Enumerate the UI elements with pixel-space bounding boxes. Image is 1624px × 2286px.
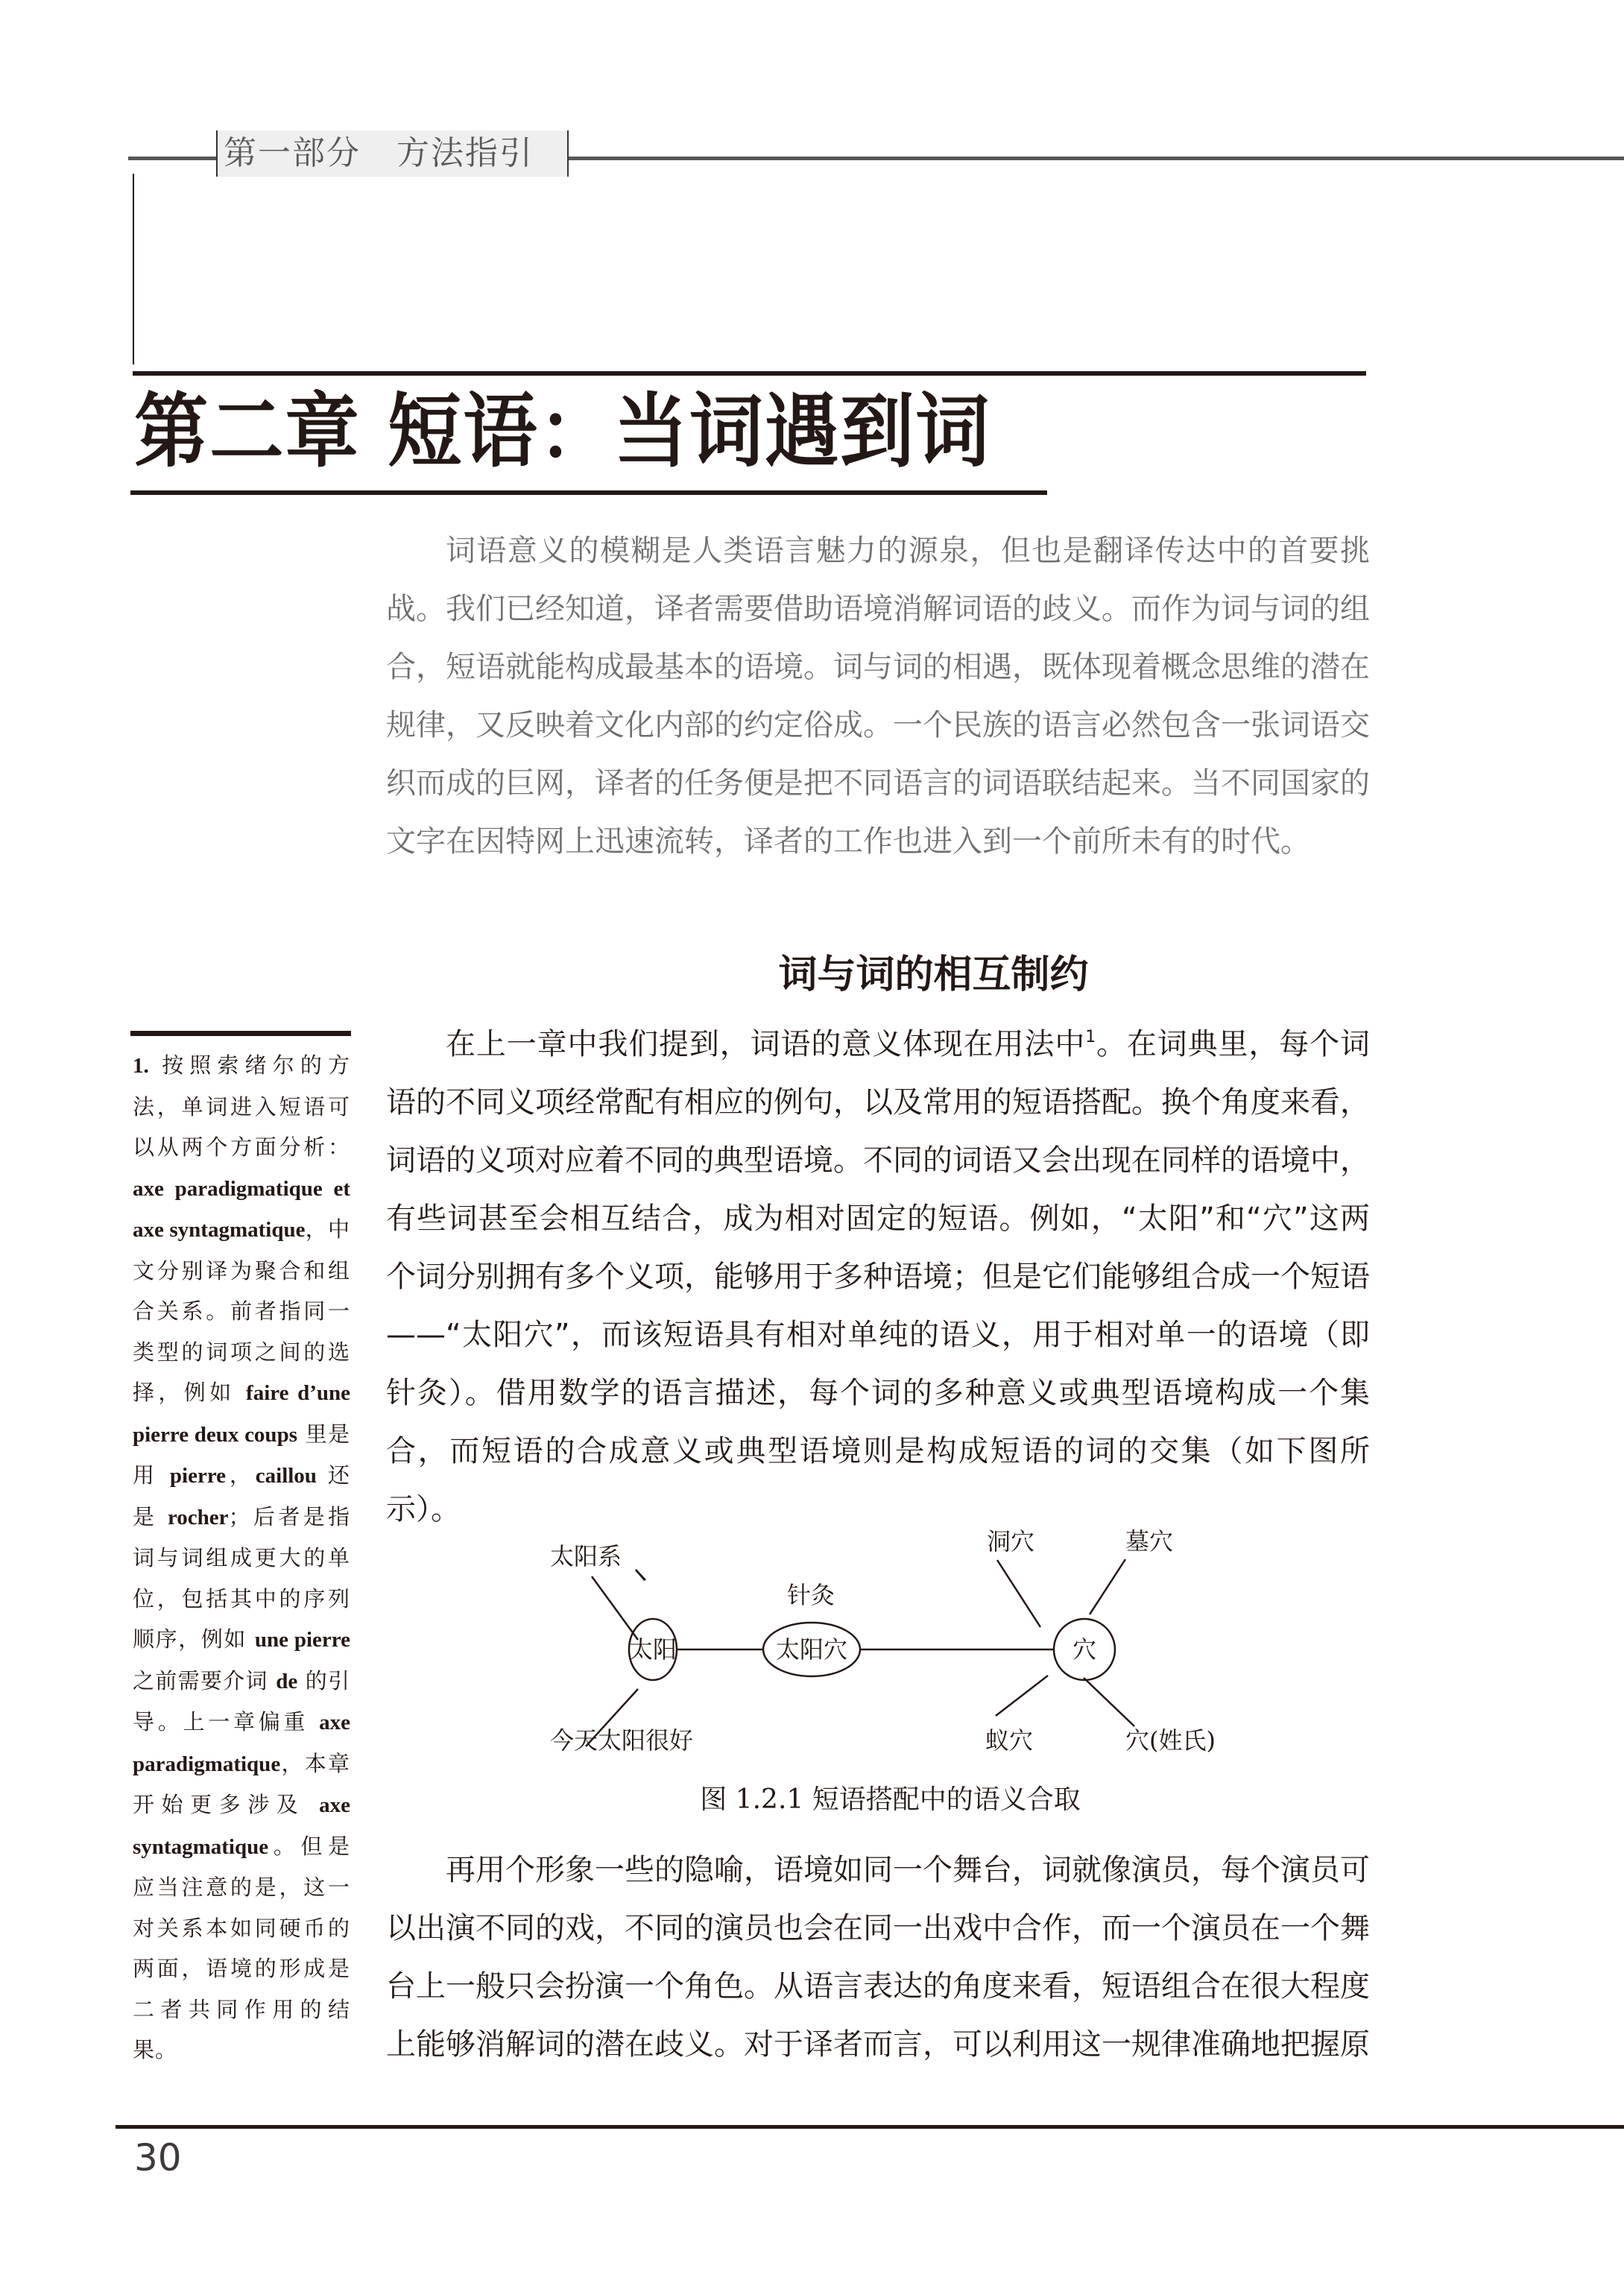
node-label-taiyang: 太阳 bbox=[629, 1635, 677, 1664]
node-label-xue: 穴 bbox=[1072, 1635, 1097, 1664]
footnote-term: caillou bbox=[255, 1464, 317, 1488]
footnote-number: 1. bbox=[133, 1054, 149, 1078]
footnote-term: pierre bbox=[169, 1464, 227, 1488]
semantic-figure bbox=[537, 1506, 1282, 1766]
figure-caption: 图 1.2.1 短语搭配中的语义合取 bbox=[700, 1784, 1081, 1815]
edge-xue-dongxue bbox=[997, 1560, 1040, 1627]
footnote-term: axe paradigmatique bbox=[133, 1711, 350, 1776]
footnote-text: ；后者是指词与词组成更大的单位，包括其中的序列顺序，例如 bbox=[133, 1503, 350, 1652]
margin-footnote bbox=[133, 1045, 350, 2071]
footnote-term: axe paradigmatique et axe syntagmatique bbox=[133, 1176, 350, 1242]
body-text-1 bbox=[386, 1015, 1370, 1538]
section-heading bbox=[0, 945, 1624, 1005]
footnote-term: rocher bbox=[167, 1505, 229, 1529]
body-paragraph-2: 再用个形象一些的隐喻，语境如同一个舞台，词就像演员，每个演员可以出演不同的戏，不同的演员也会在同一出戏中合作，而一个演员在一个舞台上一般只会扮演一个角色。从语言表达的角度来看，短语组合在很大程度上能够消解词的潜在歧义。对于译者而言，可以利用这一规律准确地把握原 bbox=[386, 1853, 1370, 2062]
branch-label-jintian: 今天太阳很好 bbox=[550, 1726, 694, 1755]
section-title: 词与词的相互制约 bbox=[778, 953, 1089, 997]
branch-label-yixue: 蚁穴 bbox=[985, 1726, 1034, 1755]
footnote-text: ，中文分别译为聚合和组合关系。前者指同一类型的词项之间的选择，例如 bbox=[133, 1216, 350, 1405]
chapter-title-rule-top bbox=[133, 371, 1366, 376]
edge-taiyang-taiyangxi bbox=[636, 1570, 645, 1580]
footnote-text: ， bbox=[226, 1462, 256, 1488]
edge-label-zhenjiu: 针灸 bbox=[787, 1581, 835, 1609]
footer-rule bbox=[116, 2125, 1624, 2129]
body-text-2 bbox=[386, 1841, 1370, 2074]
footnote-text: 之前需要介词 bbox=[133, 1667, 277, 1693]
branch-label-dongxue: 洞穴 bbox=[987, 1527, 1035, 1556]
footnote-text: 按照索绪尔的方法，单词进入短语可以从两个方面分析： bbox=[133, 1052, 350, 1160]
footnote-ref[interactable]: 1 bbox=[1085, 1028, 1096, 1046]
margin-vertical-rule bbox=[133, 174, 134, 364]
footnote-text: 。但是应当注意的是，这一对关系本如同硬币的两面，语境的形成是二者共同作用的结果。 bbox=[133, 1833, 350, 2062]
footnote-text: 还是 bbox=[133, 1462, 350, 1529]
edge-xue-yixue bbox=[996, 1676, 1048, 1716]
footnote-term: de bbox=[276, 1669, 298, 1693]
part-label: 第一部分 bbox=[224, 134, 361, 172]
footnote-term: une pierre bbox=[254, 1628, 351, 1652]
footnote-text: 里是用 bbox=[133, 1421, 350, 1488]
paragraph-text: 在上一章中我们提到，词语的意义体现在用法中 bbox=[446, 1027, 1086, 1061]
footnote-text: 的引导。上一章偏重 bbox=[133, 1667, 351, 1734]
edge-xue-muxue bbox=[1090, 1559, 1125, 1614]
node-label-taiyangxue: 太阳穴 bbox=[776, 1635, 848, 1664]
running-header bbox=[224, 133, 534, 174]
part-title: 方法指引 bbox=[396, 134, 534, 172]
chapter-title: 第二章 短语：当词遇到词 bbox=[134, 385, 991, 479]
paragraph-text: 。在词典里，每个词语的不同义项经常配有相应的例句，以及常用的短语搭配。换个角度来看，词语的义项对应着不同的典型语境。不同的词语又会出现在同样的语境中，有些词甚至会相互结合，成为相对固定的短语。例如，“太阳”和“穴”这两个词分别拥有多个义项，能够用于多种语境；但是它们能够组合成一个短语——“太阳穴”，而该短语具有相对单纯的语义，用于相对单一的语境（即针灸）。借用数学的语言描述，每个词的多种意义或典型语境构成一个集合，而短语的合成意义或典型语境则是构成短语的词的交集（如下图所示）。 bbox=[386, 1027, 1371, 1526]
branch-label-muxue: 墓穴 bbox=[1125, 1527, 1174, 1556]
intro-paragraph: 词语意义的模糊是人类语言魅力的源泉，但也是翻译传达中的首要挑战。我们已经知道，译者需要借助语境消解词语的歧义。而作为词与词的组合，短语就能构成最基本的语境。词与词的相遇，既体现着概念思维的潜在规律，又反映着文化内部的约定俗成。一个民族的语言必然包含一张词语交织而成的巨网，译者的任务便是把不同语言的词语联结起来。当不同国家的文字在因特网上迅速流转，译者的工作也进入到一个前所未有的时代。 bbox=[386, 534, 1370, 859]
header-rule-right bbox=[569, 157, 1624, 160]
footnote-text: ，本章开始更多涉及 bbox=[133, 1750, 350, 1817]
branch-label-xingshi: 穴(姓氏) bbox=[1125, 1726, 1216, 1755]
chapter-title-rule-bottom bbox=[130, 490, 1047, 495]
footnote-term: faire d’une pierre deux coups bbox=[133, 1381, 350, 1447]
branch-label-taiyangxi: 太阳系 bbox=[550, 1542, 622, 1570]
edge-xue-xingshi bbox=[1084, 1678, 1134, 1726]
header-rule-left bbox=[128, 157, 216, 160]
edge-taiyang-system bbox=[592, 1576, 638, 1640]
footnote-body bbox=[133, 1052, 350, 2062]
chapter-intro bbox=[386, 522, 1370, 871]
body-paragraph-1 bbox=[386, 1015, 1370, 1538]
footnote-term: axe syntagmatique bbox=[133, 1793, 350, 1859]
footnote-rule bbox=[130, 1031, 351, 1036]
page-number: 30 bbox=[134, 2136, 182, 2179]
